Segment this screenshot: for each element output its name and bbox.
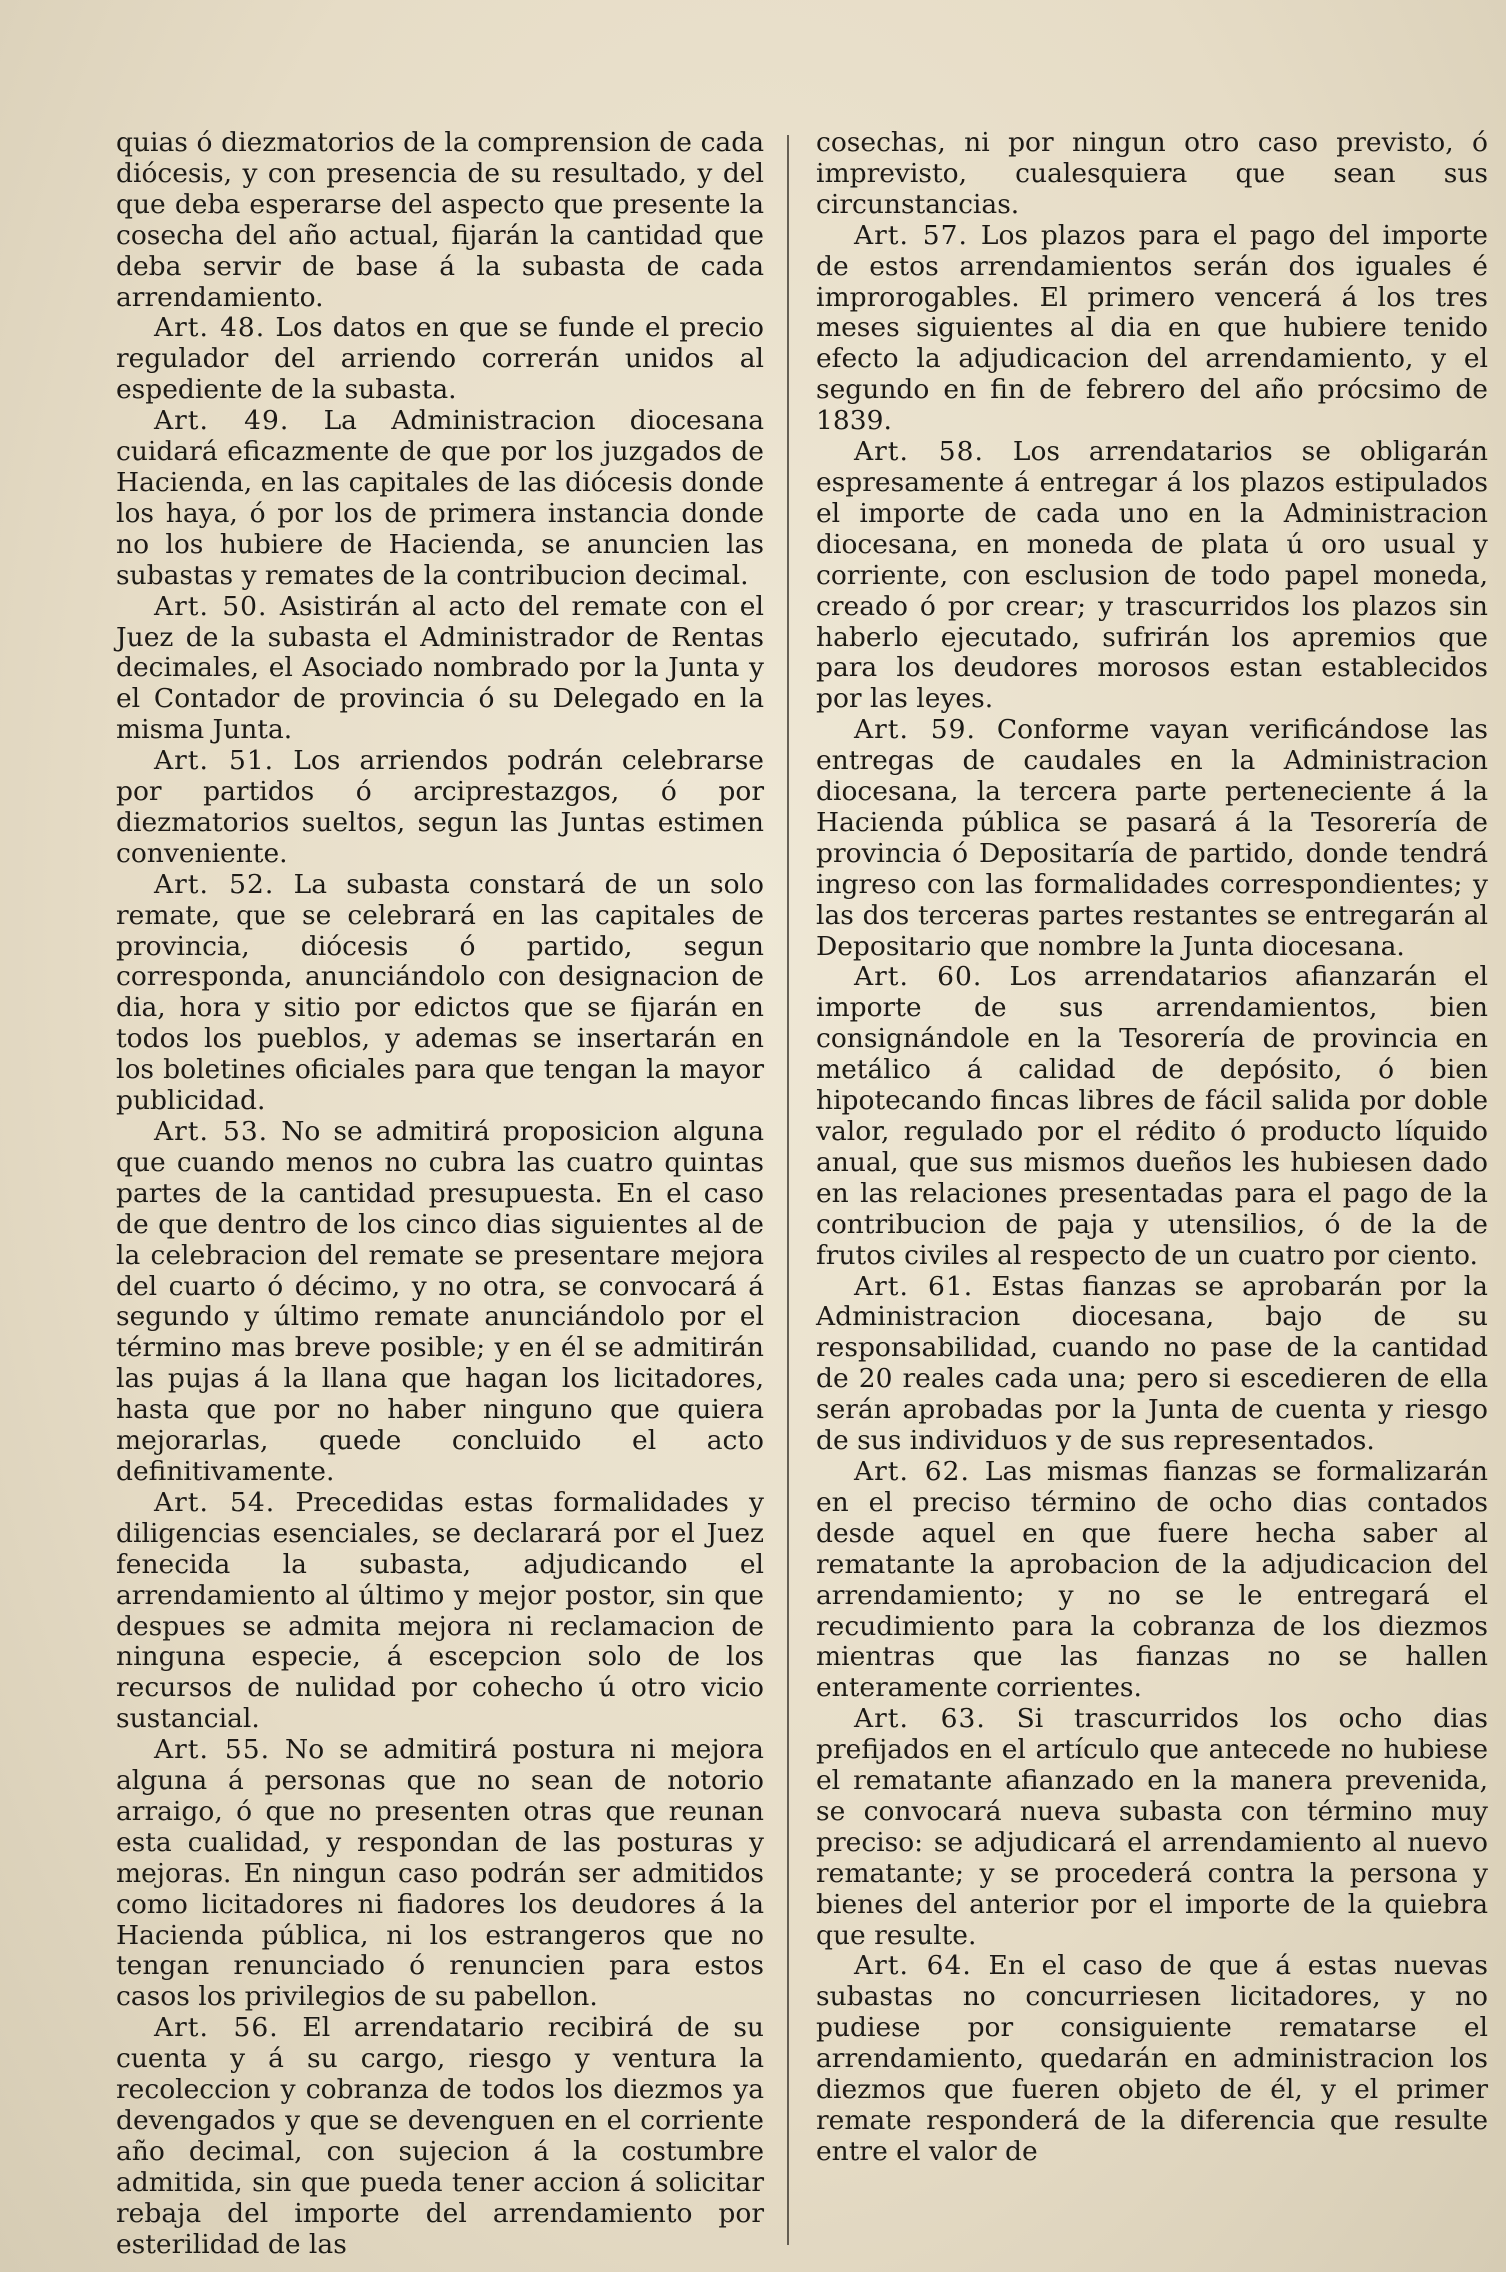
article-label: Art. 64. — [854, 1950, 972, 1982]
article-48 — [116, 313, 764, 406]
article-text: Las mismas fianzas se formalizarán en el preciso término de ocho dias contados desde aquel en que fuere hecha saber al rematante la aprobacion de la adjudicacion del arrendamiento; y no se le entregará el recudimiento para la cobranza de los diezmos mientras que las fianzas no se hallen enteramente corrientes. — [816, 1455, 1488, 1704]
article-55 — [116, 1735, 764, 2013]
article-label: Art. 50. — [154, 590, 268, 622]
article-label: Art. 51. — [154, 745, 275, 777]
article-60 — [816, 962, 1488, 1271]
column-divider — [787, 135, 789, 2245]
article-text: No se admitirá postura ni mejora alguna á personas que no sean de notorio arraigo, ó que no presenten otras que reunan esta cualidad, y respondan de las posturas y mejoras. En ningun caso podrán ser admitidos como licitadores ni fiadores los deudores á la Hacienda pública, ni los estrangeros que no tengan renunciado ó renuncien para estos casos los privilegios de su pabellon. — [116, 1734, 764, 2013]
article-54 — [116, 1488, 764, 1735]
article-label: Art. 48. — [154, 312, 266, 344]
right-intro-paragraph: cosechas, ni por ningun otro caso previsto, ó imprevisto, cualesquiera que sean sus circunstancias. — [816, 127, 1488, 220]
article-53 — [116, 1117, 764, 1488]
article-label: Art. 61. — [854, 1270, 974, 1302]
article-text: Estas fianzas se aprobarán por la Administracion diocesana, bajo de su responsabilidad, cuando no pase de la cantidad de 20 reales cada una; pero si escedieren de ella serán aprobadas por la Junta de cuenta y riesgo de sus individuos y de sus representados. — [816, 1270, 1488, 1457]
article-label: Art. 63. — [854, 1703, 986, 1735]
article-63 — [816, 1704, 1488, 1951]
article-text: Si trascurridos los ocho dias prefijados en el artículo que antecede no hubiese el rematante afianzado en la manera prevenida, se convocará nueva subasta con término muy preciso: se adjudicará el arrendamiento al nuevo rematante; y se procederá contra la persona y bienes del anterior por el importe de la quiebra que resulte. — [816, 1703, 1488, 1951]
article-56 — [116, 2013, 764, 2260]
article-text: Conforme vayan verificándose las entregas de caudales en la Administracion diocesana, la tercera parte perteneciente á la Hacienda pública se pasará á la Tesorería de provincia ó Depositaría de partido, donde tendrá ingreso con las formalidades correspondientes; y las dos terceras partes restantes se entregarán al Depositario que nombre la Junta diocesana. — [816, 714, 1488, 962]
article-57 — [816, 221, 1488, 437]
article-52 — [116, 870, 764, 1117]
article-text: Los arrendatarios se obligarán espresamente á entregar á los plazos estipulados el importe de cada uno en la Administracion diocesana, en moneda de plata ú oro usual y corriente, con esclusion de todo papel moneda, creado ó por crear; y trascurridos los plazos sin haberlo ejecutado, sufrirán los apremios que para los deudores morosos estan establecidos por las leyes. — [816, 436, 1488, 715]
article-text: Los plazos para el pago del importe de estos arrendamientos serán dos iguales é improrogables. El primero vencerá á los tres meses siguientes al dia en que hubiere tenido efecto la adjudicacion del arrendamiento, y el segundo en fin de febrero del año prócsimo de 1839. — [816, 219, 1488, 437]
article-text: En el caso de que á estas nuevas subastas no concurriesen licitadores, y no pudiese por consiguiente rematarse el arrendamiento, quedarán en administracion los diezmos que fueren objeto de él, y el primer remate responderá de la diferencia que resulte entre el valor de — [816, 1950, 1488, 2167]
article-text: Los datos en que se funde el precio regulador del arriendo correrán unidos al espediente de la subasta. — [116, 312, 764, 406]
article-58 — [816, 437, 1488, 715]
article-label: Art. 55. — [154, 1734, 271, 1766]
article-text: La Administracion diocesana cuidará eficazmente de que por los juzgados de Hacienda, en las capitales de las diócesis donde los haya, ó por los de primera instancia donde no los hubiere de Hacienda, se anuncien las subastas y remates de la contribucion decimal. — [116, 405, 764, 591]
article-text: Precedidas estas formalidades y diligencias esenciales, se declarará por el Juez fenecida la subasta, adjudicando el arrendamiento al último y mejor postor, sin que despues se admita mejora ni reclamacion de ninguna especie, á escepcion solo de los recursos de nulidad por cohecho ú otro vicio sustancial. — [116, 1486, 764, 1735]
article-label: Art. 54. — [154, 1486, 276, 1518]
article-text: El arrendatario recibirá de su cuenta y á su cargo, riesgo y ventura la recoleccion y cobranza de todos los diezmos ya devengados y que se devenguen en el corriente año decimal, con sujecion á la costumbre admitida, sin que pueda tener accion á solicitar rebaja del importe del arrendamiento por esterilidad de las — [116, 2012, 764, 2260]
article-label: Art. 58. — [854, 436, 984, 468]
article-label: Art. 52. — [154, 868, 275, 900]
right-column — [816, 128, 1488, 2168]
article-49 — [116, 406, 764, 591]
article-text: Los arriendos podrán celebrarse por partidos ó arciprestazgos, ó por diezmatorios sueltos, segun las Juntas estimen conveniente. — [116, 745, 764, 869]
article-label: Art. 57. — [854, 219, 968, 251]
article-label: Art. 53. — [154, 1116, 269, 1147]
article-label: Art. 49. — [154, 405, 290, 437]
article-61 — [816, 1272, 1488, 1457]
article-62 — [816, 1457, 1488, 1704]
left-intro-paragraph: quias ó diezmatorios de la comprension de cada diócesis, y con presencia de su resultado, y del que deba esperarse del aspecto que presente la cosecha del año actual, fijarán la cantidad que deba servir de base á la subasta de cada arrendamiento. — [116, 127, 764, 313]
article-59 — [816, 715, 1488, 962]
article-label: Art. 60. — [854, 961, 983, 993]
article-50 — [116, 592, 764, 747]
article-text: Los arrendatarios afianzarán el importe de sus arrendamientos, bien consignándole en la Tesorería de provincia en metálico á calidad de depósito, ó bien hipotecando fincas libres de fácil salida por doble valor, regulado por el rédito ó producto líquido anual, que sus mismos dueños les hubiesen dado en las relaciones presentadas para el pago de la contribucion de paja y utensilios, ó de la de frutos civiles al respecto de un cuatro por ciento. — [816, 961, 1488, 1271]
article-51 — [116, 746, 764, 870]
article-text: La subasta constará de un solo remate, que se celebrará en las capitales de provincia, diócesis ó partido, segun corresponda, anunciándolo con designacion de dia, hora y sitio por edictos que se fijarán en todos los pueblos, y ademas se insertarán en los boletines oficiales para que tengan la mayor publicidad. — [116, 868, 764, 1117]
article-label: Art. 59. — [854, 714, 976, 746]
article-label: Art. 56. — [154, 2012, 279, 2044]
article-text: No se admitirá proposicion alguna que cuando menos no cubra las cuatro quintas partes de la cantidad presupuesta. En el caso de que dentro de los cinco dias siguientes al de la celebracion del remate se presentare mejora del cuarto ó décimo, y no otra, se convocará á segundo y último remate anunciándolo por el término mas breve posible; y en él se admitirán las pujas á la llana que hagan los licitadores, hasta que por no haber ninguno que quiera mejorarlas, quede concluido el acto definitivamente. — [116, 1116, 764, 1487]
article-label: Art. 62. — [854, 1455, 970, 1487]
article-text: Asistirán al acto del remate con el Juez de la subasta el Administrador de Rentas decimales, el Asociado nombrado por la Junta y el Contador de provincia ó su Delegado en la misma Junta. — [116, 590, 764, 746]
article-64 — [816, 1951, 1488, 2167]
left-column — [116, 128, 764, 2261]
